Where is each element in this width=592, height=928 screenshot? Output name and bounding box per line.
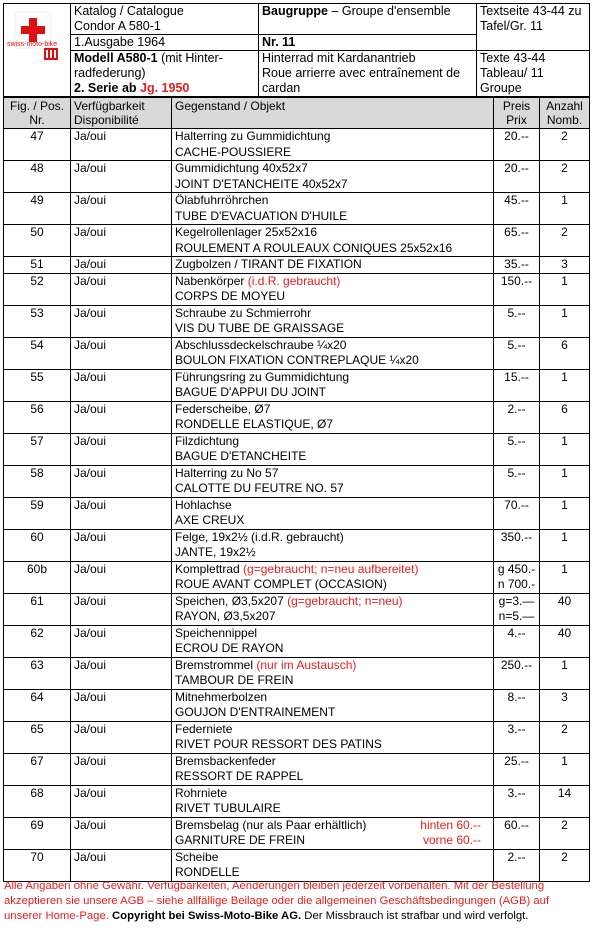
availability: Ja/oui [71, 193, 172, 225]
object-description: Speichennippel ECROU DE RAYON [172, 625, 494, 657]
fig-number: 60 [4, 529, 71, 561]
quantity: 40 [540, 625, 590, 657]
price: 5.-- [494, 337, 540, 369]
availability: Ja/oui [71, 625, 172, 657]
table-row [4, 161, 590, 193]
price: 70.-- [494, 497, 540, 529]
price: 150.-- [494, 273, 540, 305]
quantity: 1 [540, 369, 590, 401]
price: 5.-- [494, 433, 540, 465]
availability: Ja/oui [71, 497, 172, 529]
table-row [4, 689, 590, 721]
quantity: 14 [540, 785, 590, 817]
quantity: 40 [540, 593, 590, 625]
fig-number: 67 [4, 753, 71, 785]
table-row [4, 369, 590, 401]
model-info: Modell A580-1 (mit Hinter-radfederung) 2. Serie ab Jg. 1950 [71, 51, 259, 97]
quantity: 2 [540, 849, 590, 881]
object-description: Filzdichtung BAGUE D'ETANCHEITE [172, 433, 494, 465]
price: 35.-- [494, 257, 540, 274]
object-description: Halterring zu No 57 CALOTTE DU FEUTRE NO. 57 [172, 465, 494, 497]
fig-number: 57 [4, 433, 71, 465]
quantity: 1 [540, 465, 590, 497]
object-description: Komplettrad (g=gebraucht; n=neu aufbereitet) ROUE AVANT COMPLET (OCCASION) [172, 561, 494, 593]
object-description: Gummidichtung 40x52x7 JOINT D'ETANCHEITE 40x52x7 [172, 161, 494, 193]
col-quantity: Anzahl Nomb. [540, 98, 590, 129]
fig-number: 56 [4, 401, 71, 433]
object-description: Rohrniete RIVET TUBULAIRE [172, 785, 494, 817]
price: 3.-- [494, 721, 540, 753]
fig-number: 64 [4, 689, 71, 721]
quantity: 1 [540, 433, 590, 465]
table-row [4, 593, 590, 625]
price: g=3.— n=5.— [494, 593, 540, 625]
availability: Ja/oui [71, 337, 172, 369]
availability: Ja/oui [71, 161, 172, 193]
object-description: Schraube zu Schmierrohr VIS DU TUBE DE GRAISSAGE [172, 305, 494, 337]
texte: Texte 43-44 Tableau/ 11 Groupe [477, 51, 590, 97]
object-description: Führungsring zu Gummidichtung BAGUE D'APPUI DU JOINT [172, 369, 494, 401]
fig-number: 53 [4, 305, 71, 337]
price: 5.-- [494, 465, 540, 497]
swiss-moto-bike-logo [6, 8, 63, 68]
price: 2.-- [494, 401, 540, 433]
quantity: 6 [540, 337, 590, 369]
price: 60.-- [494, 817, 540, 849]
header-table [3, 3, 590, 97]
object-description: Kegelrollenlager 25x52x16 ROULEMENT A ROULEAUX CONIQUES 25x52x16 [172, 225, 494, 257]
svg-text:swiss-moto-bike: swiss-moto-bike [6, 40, 57, 48]
availability: Ja/oui [71, 561, 172, 593]
table-row [4, 497, 590, 529]
table-row [4, 625, 590, 657]
fig-number: 69 [4, 817, 71, 849]
table-row [4, 193, 590, 225]
price: 3.-- [494, 785, 540, 817]
fig-number: 47 [4, 129, 71, 161]
fig-number: 65 [4, 721, 71, 753]
table-row [4, 273, 590, 305]
object-description: Federscheibe, Ø7 RONDELLE ELASTIQUE, Ø7 [172, 401, 494, 433]
object-description: Federniete RIVET POUR RESSORT DES PATINS [172, 721, 494, 753]
price: 4.-- [494, 625, 540, 657]
availability: Ja/oui [71, 529, 172, 561]
quantity: 2 [540, 817, 590, 849]
quantity: 6 [540, 401, 590, 433]
price: 25.-- [494, 753, 540, 785]
availability: Ja/oui [71, 257, 172, 274]
price: 65.-- [494, 225, 540, 257]
availability: Ja/oui [71, 721, 172, 753]
price: 45.-- [494, 193, 540, 225]
availability: Ja/oui [71, 305, 172, 337]
fig-number: 49 [4, 193, 71, 225]
fig-number: 51 [4, 257, 71, 274]
availability: Ja/oui [71, 401, 172, 433]
quantity: 1 [540, 657, 590, 689]
catalog-title: Katalog / Catalogue Condor A 580-1 [71, 4, 259, 35]
object-description: Scheibe RONDELLE [172, 849, 494, 881]
table-row [4, 849, 590, 881]
table-row [4, 721, 590, 753]
availability: Ja/oui [71, 753, 172, 785]
table-row [4, 305, 590, 337]
group-number: Nr. 11 [259, 35, 477, 51]
logo-cell [4, 4, 71, 97]
table-row [4, 337, 590, 369]
price: 15.-- [494, 369, 540, 401]
fig-number: 58 [4, 465, 71, 497]
table-row [4, 257, 590, 274]
table-row [4, 129, 590, 161]
object-description: Felge, 19x2½ (i.d.R. gebraucht) JANTE, 19x2½ [172, 529, 494, 561]
fig-number: 61 [4, 593, 71, 625]
availability: Ja/oui [71, 225, 172, 257]
availability: Ja/oui [71, 465, 172, 497]
availability: Ja/oui [71, 593, 172, 625]
object-description: Zugbolzen / TIRANT DE FIXATION [172, 257, 494, 274]
fig-number: 52 [4, 273, 71, 305]
object-description: Bremstrommel (nur im Austausch) TAMBOUR DE FREIN [172, 657, 494, 689]
object-description: Abschlussdeckelschraube ¼x20 BOULON FIXATION CONTREPLAQUE ¼x20 [172, 337, 494, 369]
availability: Ja/oui [71, 849, 172, 881]
price: 350.-- [494, 529, 540, 561]
availability: Ja/oui [71, 369, 172, 401]
column-headers [4, 98, 590, 129]
group-description: Hinterrad mit Kardanantrieb Roue arrierre avec entraînement de cardan [259, 51, 477, 97]
table-row [4, 401, 590, 433]
table-row [4, 225, 590, 257]
object-description: Bremsbelag (nur als Paar erhältlich) hinten 60.-- GARNITURE DE FREIN vorne 60.-- [172, 817, 494, 849]
table-row [4, 753, 590, 785]
edition: 1.Ausgabe 1964 [71, 35, 259, 51]
object-description: Ölabfuhrröhrchen TUBE D'EVACUATION D'HUILE [172, 193, 494, 225]
fig-number: 55 [4, 369, 71, 401]
fig-number: 54 [4, 337, 71, 369]
quantity: 1 [540, 561, 590, 593]
quantity: 2 [540, 721, 590, 753]
table-row [4, 433, 590, 465]
table-row [4, 657, 590, 689]
availability: Ja/oui [71, 433, 172, 465]
fig-number: 68 [4, 785, 71, 817]
object-description: Hohlachse AXE CREUX [172, 497, 494, 529]
availability: Ja/oui [71, 785, 172, 817]
table-row [4, 785, 590, 817]
quantity: 1 [540, 193, 590, 225]
table-row [4, 561, 590, 593]
price: g 450.- n 700.- [494, 561, 540, 593]
object-description: Halterring zu Gummidichtung CACHE-POUSSIERE [172, 129, 494, 161]
col-object: Gegenstand / Objekt [172, 98, 494, 129]
col-fig: Fig. / Pos. Nr. [4, 98, 71, 129]
availability: Ja/oui [71, 817, 172, 849]
quantity: 1 [540, 753, 590, 785]
col-price: Preis Prix [494, 98, 540, 129]
fig-number: 70 [4, 849, 71, 881]
object-description: Bremsbackenfeder RESSORT DE RAPPEL [172, 753, 494, 785]
quantity: 1 [540, 497, 590, 529]
price: 20.-- [494, 161, 540, 193]
quantity: 2 [540, 161, 590, 193]
quantity: 3 [540, 257, 590, 274]
textseite: Textseite 43-44 zu Tafel/Gr. 11 [477, 4, 590, 51]
availability: Ja/oui [71, 689, 172, 721]
price: 5.-- [494, 305, 540, 337]
object-description: Nabenkörper (i.d.R. gebraucht) CORPS DE MOYEU [172, 273, 494, 305]
fig-number: 48 [4, 161, 71, 193]
object-description: Mitnehmerbolzen GOUJON D'ENTRAINEMENT [172, 689, 494, 721]
availability: Ja/oui [71, 129, 172, 161]
fig-number: 50 [4, 225, 71, 257]
availability: Ja/oui [71, 657, 172, 689]
footer-disclaimer: Alle Angaben ohne Gewähr. Verfügbarkeiten, Aenderungen bleiben jederzeit vorbehalten. Mit der Bestellung akzeptieren sie unsere AGB – siehe allfällige Beilage oder die allgemeinen Geschäftsbedingungen (AGB) auf unserer Home-Page. Copyright bei Swiss-Moto-Bike AG. Der Missbrauch ist strafbar und wird verfolgt. [4, 880, 550, 922]
quantity: 1 [540, 529, 590, 561]
fig-number: 62 [4, 625, 71, 657]
parts-table [3, 97, 590, 882]
table-row [4, 529, 590, 561]
quantity: 1 [540, 273, 590, 305]
fig-number: 60b [4, 561, 71, 593]
quantity: 2 [540, 129, 590, 161]
col-availability: Verfügbarkeit Disponibilité [71, 98, 172, 129]
quantity: 2 [540, 225, 590, 257]
price: 8.-- [494, 689, 540, 721]
fig-number: 63 [4, 657, 71, 689]
quantity: 3 [540, 689, 590, 721]
object-description: Speichen, Ø3,5x207 (g=gebraucht; n=neu) RAYON, Ø3,5x207 [172, 593, 494, 625]
table-row [4, 465, 590, 497]
price: 2.-- [494, 849, 540, 881]
availability: Ja/oui [71, 273, 172, 305]
group-title: Baugruppe – Groupe d'ensemble [259, 4, 477, 35]
price: 20.-- [494, 129, 540, 161]
price: 250.-- [494, 657, 540, 689]
table-row [4, 817, 590, 849]
fig-number: 59 [4, 497, 71, 529]
quantity: 1 [540, 305, 590, 337]
